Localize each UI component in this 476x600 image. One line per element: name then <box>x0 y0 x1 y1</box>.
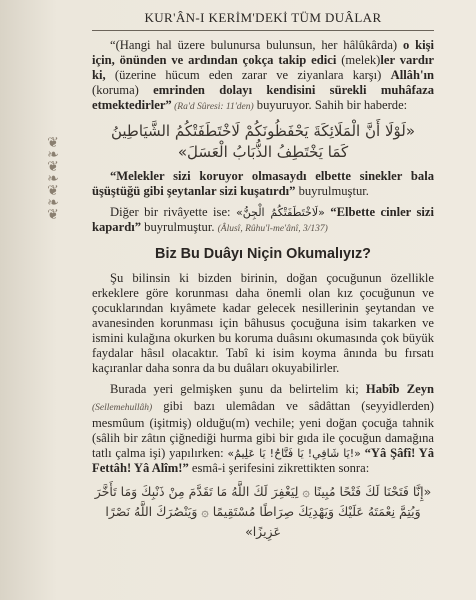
arabic-line: كَمَا يَخْتَطِفُ الذُّبَابُ الْعَسَلَ» <box>177 143 349 161</box>
text-segment: (üzerine hücum eden zarar ve ziyanlara karşı) <box>105 68 391 82</box>
gutter-ornament <box>44 138 62 234</box>
arabic-line: وَيُتِمَّ نِعْمَتَهُ عَلَيْكَ وَيَهْدِيَكَ صِرَاطًا مُسْتَقِيمًا ۞ وَيَنْصُرَكَ اللَّهُ نَصْرًا عَزِيزًا» <box>105 504 421 539</box>
paragraph-hadith-translation <box>92 169 434 199</box>
bold-segment: Habîb Zeyn <box>365 382 434 396</box>
paragraph-why-read: Şu bilinsin ki bizden birinin, doğan çocuğunun özellikle erkeklere göre korunması daha önemli olan kız çocuğunun ve çocuklarından kıyâmete kadar gelecek nesillerinin şeytandan ve avanesinden korunması için bâhusus çocuğuna isim takarken ve ismini kulağına okurken bu koruma duâsını okumasında çok büyük faydalar hâsıl olacaktır. Tabî ki isim koyma ânında bu fırsatı kaçıranlar daha sonra da bu duâları okuyabilirler. <box>92 271 434 375</box>
bold-segment: “Yâ Şâfî! Yâ Fettâh! Yâ Alîm!” <box>92 446 434 475</box>
paragraph-tahnik <box>92 382 434 476</box>
page-header-title: KUR'ÂN-I KERİM'DEKİ TÜM DUÂLAR <box>144 10 382 25</box>
text-segment: buyrulmuştur. <box>295 184 369 198</box>
bold-segment: “Melekler sizi koruyor olmasaydı elbette sinekler bala üşüştüğü gibi şeytanlar sizi kuşatırdı” <box>92 169 434 198</box>
bold-segment: Allâh'ın <box>390 68 434 82</box>
text-segment: gibi bazı ulemâdan ve sâdâttan (seyyidlerden) mesmûum (işitmiş) olduğu(m) vechile; yeni doğan çocuğa tahnik (sâlih bir zâtın çiğnediği hurma gibi bir gıda ile çocuğun damağına tatlı çalma işi) yapılırken: <box>92 399 434 460</box>
text-segment: buyuruyor. Sahih bir haberde: <box>253 98 408 112</box>
text-segment: (melek) <box>336 53 381 67</box>
source-citation: (Ra'd Sûresi: 11'den) <box>171 102 254 112</box>
arabic-ayah-block <box>92 482 434 542</box>
text-segment: “(Hangi hal üzere bulunursa bulunsun, her hâlûkârda) <box>110 38 403 52</box>
text-segment: (koruma) <box>92 83 154 97</box>
paragraph-other-narration <box>92 205 434 237</box>
bold-segment: ler vardır ki, <box>92 53 434 82</box>
arabic-inline-text: «يَا شَافِي! يَا فَتَّاحُ! يَا عَلِيمُ!» <box>227 447 361 460</box>
bold-segment: o kişi için, önünden ve ardından çokça takip edici <box>92 38 434 67</box>
section-heading: Biz Bu Duâyı Niçin Okumalıyız? <box>155 246 371 262</box>
arabic-hadith-block <box>92 121 434 163</box>
page-header <box>92 8 434 31</box>
arabic-line: «إِنَّا فَتَحْنَا لَكَ فَتْحًا مُبِينًا ۞ لِيَغْفِرَ لَكَ اللَّهُ مَا تَقَدَّمَ مِنْ ذَنْبِكَ وَمَا تَأَخَّرَ <box>94 484 432 499</box>
text-segment: esmâ-i şerifesini zikrettikten sonra: <box>188 461 370 475</box>
ornament-glyphs: ❦ ❧ ❦ ❧ ❦ ❧ ❦ <box>47 136 59 223</box>
bold-segment: emrinden dolayı kendisini sürekli muhâfaza etmektedirler” <box>92 83 434 112</box>
arabic-inline-text: «لَاخْتَطَفَتْكُمُ الْجِنُّ» <box>236 206 325 219</box>
text-segment: buyrulmuştur. <box>141 220 218 234</box>
text-segment: Diğer bir rivâyette ise: <box>110 205 236 219</box>
text-segment: Burada yeri gelmişken şunu da belirtelim ki; <box>110 382 366 396</box>
paragraph-ayah-translation <box>92 38 434 115</box>
arabic-line: «لَوْلَا أَنَّ الْمَلَائِكَةَ يَحْفَظُونَكُمْ لَاخْتَطَفَتْكُمُ الشَّيَاطِينُ <box>110 122 415 140</box>
source-citation: (Âlusî, Rûhu'l-me'ânî, 3/137) <box>217 224 328 234</box>
honorific: (Sellemehullâh) <box>92 403 153 413</box>
bold-segment: “Elbette cinler sizi kapardı” <box>92 205 434 234</box>
